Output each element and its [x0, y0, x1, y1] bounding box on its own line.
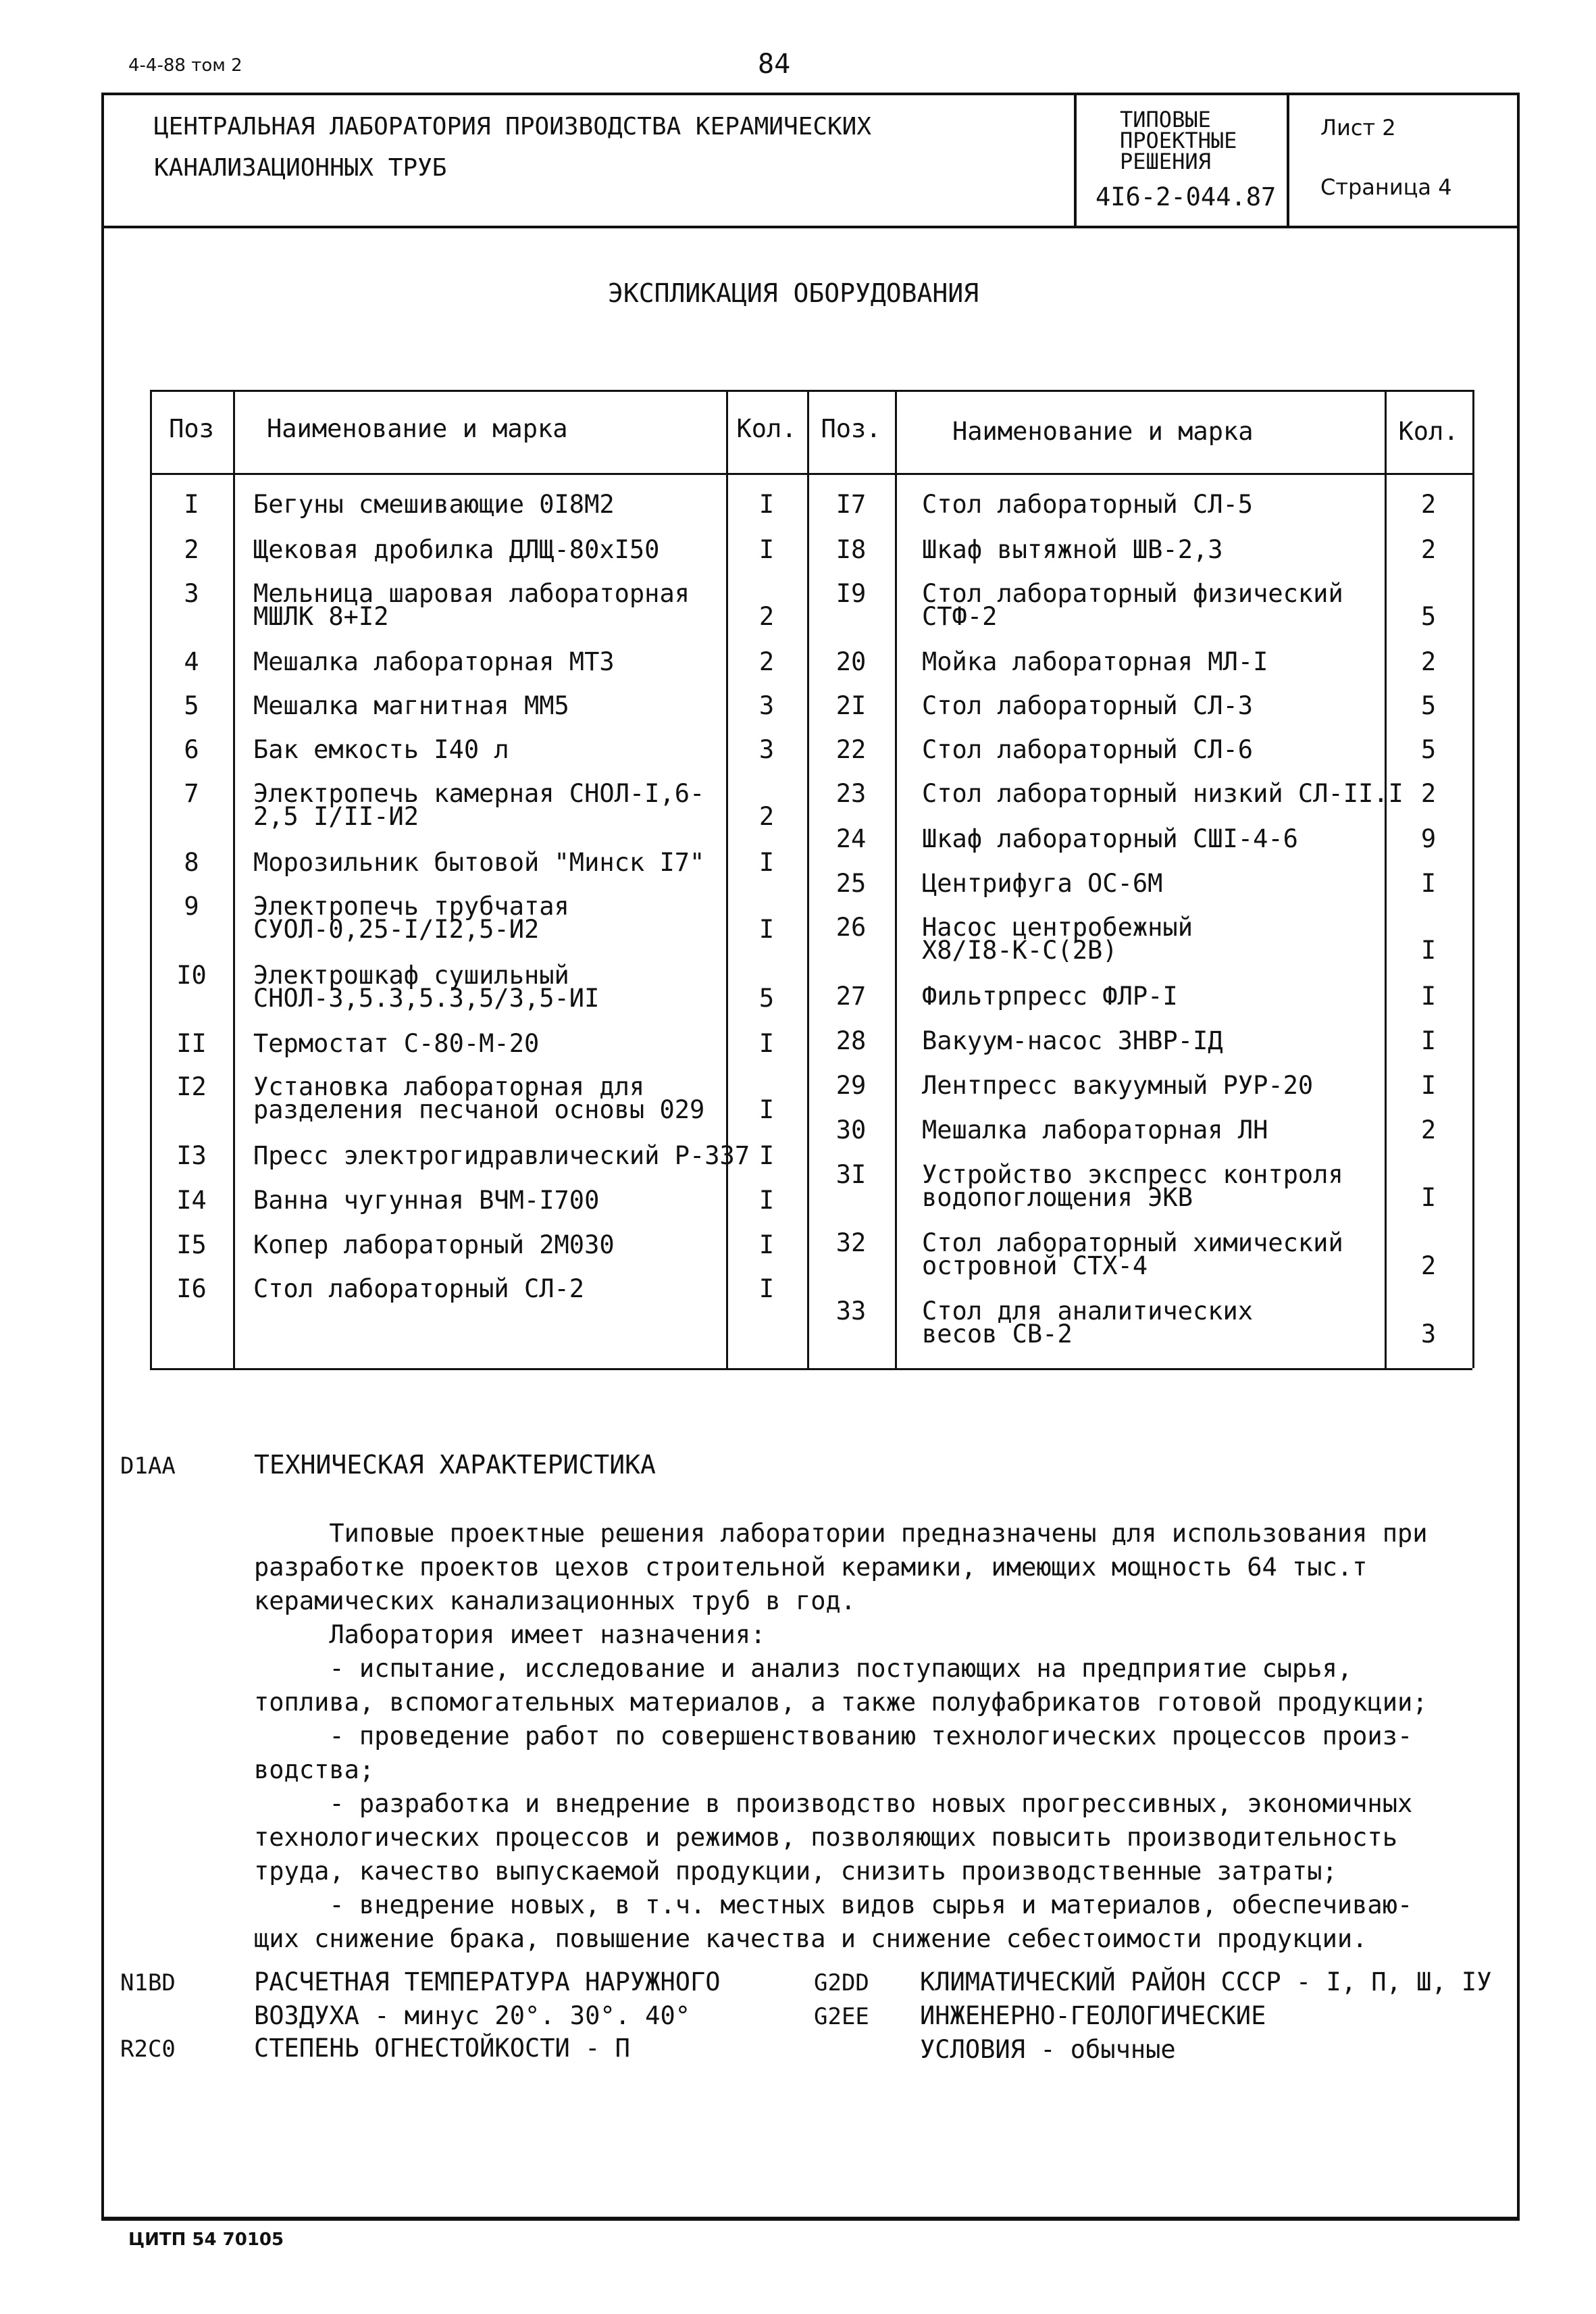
table-row-quantity: 2	[1420, 535, 1437, 564]
table-row-quantity: I	[758, 1186, 775, 1215]
outdoor-temperature-value: ВОЗДУХА - минус 20°. 30°. 40°	[254, 2001, 691, 2030]
table-row-name: Стол лабораторный СЛ-6	[922, 735, 1254, 764]
table-row-quantity: 3	[758, 735, 775, 764]
table-row-name: Мешалка лабораторная МТЗ	[253, 647, 615, 676]
table-row-quantity: 9	[1420, 824, 1437, 853]
table-row-position: 25	[835, 869, 867, 898]
climate-region: КЛИМАТИЧЕСКИЙ РАЙОН СССР - I, П, Ш, IУ	[920, 1967, 1492, 1996]
table-row-position: 22	[835, 735, 867, 764]
table-row-quantity: I	[1420, 1071, 1437, 1100]
table-row-position: 30	[835, 1115, 867, 1145]
table-row-position: I3	[176, 1141, 207, 1170]
table-row-name: Бак емкость I40 л	[253, 735, 509, 764]
tech-paragraph-line: Типовые проектные решения лаборатории предназначены для использования при	[254, 1519, 1428, 1548]
tech-paragraph-line: технологических процессов и режимов, позволяющих повысить производительность	[254, 1823, 1397, 1852]
table-row-quantity: 5	[1420, 602, 1437, 631]
table-row-name: Стол лабораторный СЛ-3	[922, 691, 1254, 720]
table-row-quantity: I	[758, 848, 775, 877]
table-row-name: Насос центробежный Х8/I8-К-С(2В)	[922, 913, 1193, 965]
table-row-name: Стол лабораторный физический СТФ-2	[922, 579, 1343, 631]
geology-value: УСЛОВИЯ - обычные	[920, 2035, 1176, 2064]
table-row-position: 27	[835, 982, 867, 1011]
tech-paragraph-line: труда, качество выпускаемой продукции, снизить производственные затраты;	[254, 1857, 1337, 1886]
table-row-position: II	[176, 1029, 207, 1058]
table-border	[150, 390, 1472, 392]
table-row-name: Копер лабораторный 2М030	[253, 1230, 615, 1259]
table-row-position: 5	[184, 691, 199, 720]
tech-paragraph-line: щих снижение брака, повышение качества и снижение себестоимости продукции.	[254, 1924, 1368, 1953]
table-row-position: I0	[176, 961, 207, 990]
table-column-border	[150, 390, 152, 1368]
table-border	[150, 1368, 1472, 1370]
table-row-position: 2	[184, 535, 199, 564]
tech-paragraph-line: разработке проектов цехов строительной керамики, имеющих мощность 64 тыс.т	[254, 1553, 1368, 1582]
table-row-position: 32	[835, 1228, 867, 1257]
table-row-quantity: I	[1420, 1183, 1437, 1212]
table-row-position: 2I	[835, 691, 867, 720]
table-row-name: Термостат С-80-М-20	[253, 1029, 540, 1058]
fire-resistance: СТЕПЕНЬ ОГНЕСТОЙКОСТИ - П	[254, 2034, 630, 2063]
table-row-position: 28	[835, 1026, 867, 1055]
table-row-position: 6	[184, 735, 199, 764]
table-row-name: Ванна чугунная ВЧМ-I700	[253, 1186, 600, 1215]
tech-paragraph-line: - разработка и внедрение в производство новых прогрессивных, экономичных	[254, 1789, 1413, 1818]
table-row-position: 26	[835, 913, 867, 942]
table-row-quantity: 5	[1420, 691, 1437, 720]
table-column-border	[233, 390, 235, 1368]
table-row-quantity: I	[1420, 1026, 1437, 1055]
column-header: Поз	[169, 414, 214, 443]
column-header: Кол.	[736, 414, 797, 443]
table-row-name: Фильтрпресс ФЛР-I	[922, 982, 1178, 1011]
column-header: Поз.	[821, 414, 881, 443]
page-number: 84	[758, 49, 791, 80]
sheet-label: Лист 2	[1320, 115, 1396, 141]
table-row-quantity: I	[758, 1230, 775, 1259]
table-row-position: I6	[176, 1274, 207, 1303]
table-row-name: Стол для аналитических весов СВ-2	[922, 1297, 1254, 1349]
header-title-line-2: КАНАЛИЗАЦИОННЫХ ТРУБ	[154, 154, 447, 182]
table-row-name: Стол лабораторный низкий СЛ-II.I	[922, 779, 1404, 808]
table-row-name: Вакуум-насос ЗНВР-IД	[922, 1026, 1223, 1055]
table-row-name: Центрифуга ОС-6М	[922, 869, 1163, 898]
doc-type-line: ПРОЕКТНЫЕ	[1120, 128, 1237, 153]
doc-type-line: РЕШЕНИЯ	[1120, 149, 1211, 174]
table-row-quantity: I	[758, 1029, 775, 1058]
section-code: N1BD	[120, 1969, 176, 1996]
doc-type	[1120, 109, 1237, 172]
table-row-position: I8	[835, 535, 867, 564]
column-header: Наименование и марка	[952, 417, 1254, 446]
table-row-position: I5	[176, 1230, 207, 1259]
table-row-position: 29	[835, 1071, 867, 1100]
table-row-name: Шкаф вытяжной ШВ-2,3	[922, 535, 1223, 564]
table-row-quantity: I	[758, 490, 775, 519]
table-row-quantity: I	[758, 1274, 775, 1303]
table-column-border	[726, 390, 728, 1368]
column-header: Кол.	[1398, 417, 1459, 446]
table-row-quantity: I	[1420, 869, 1437, 898]
table-row-quantity: I	[1420, 936, 1437, 965]
table-row-quantity: I	[758, 915, 775, 944]
tech-paragraph-line: - испытание, исследование и анализ поступающих на предприятие сырья,	[254, 1654, 1353, 1683]
header-title-line-1: ЦЕНТРАЛЬНАЯ ЛАБОРАТОРИЯ ПРОИЗВОДСТВА КЕРАМИЧЕСКИХ	[154, 113, 872, 141]
table-row-position: 24	[835, 824, 867, 853]
table-row-quantity: 2	[758, 802, 775, 831]
table-row-name: Стол лабораторный СЛ-5	[922, 490, 1254, 519]
table-row-name: Мельница шаровая лабораторная МШЛК 8+I2	[253, 579, 690, 631]
table-row-position: I9	[835, 579, 867, 608]
page-label: Страница 4	[1320, 174, 1452, 200]
header-divider	[1074, 93, 1077, 227]
table-column-border	[1472, 390, 1474, 1368]
table-row-position: 8	[184, 848, 199, 877]
table-row-name: Установка лабораторная для разделения песчаной основы 029	[253, 1072, 705, 1124]
tech-paragraph-line: - проведение работ по совершенствованию технологических процессов произ-	[254, 1721, 1413, 1751]
section-code: G2DD	[814, 1969, 869, 1996]
section-code: R2C0	[120, 2036, 176, 2063]
tech-paragraph-line: керамических канализационных труб в год.	[254, 1586, 856, 1615]
doc-code: 4I6-2-044.87	[1096, 182, 1277, 211]
table-row-quantity: I	[758, 1095, 775, 1124]
table-row-name: Мойка лабораторная МЛ-I	[922, 647, 1268, 676]
table-row-quantity: 5	[758, 984, 775, 1013]
table-row-quantity: 2	[1420, 647, 1437, 676]
table-row-name: Электропечь трубчатая СУОЛ-0,25-I/I2,5-И2	[253, 892, 569, 944]
table-row-name: Щековая дробилка ДЛЩ-80xI50	[253, 535, 660, 564]
tech-paragraph-line: топлива, вспомогательных материалов, а также полуфабрикатов готовой продукции;	[254, 1688, 1428, 1717]
doc-type-line: ТИПОВЫЕ	[1120, 107, 1211, 132]
table-row-quantity: 3	[758, 691, 775, 720]
table-row-position: I2	[176, 1072, 207, 1101]
tech-paragraph	[254, 1517, 1428, 1956]
table-row-position: 4	[184, 647, 199, 676]
table-row-position: 20	[835, 647, 867, 676]
tech-title: ТЕХНИЧЕСКАЯ ХАРАКТЕРИСТИКА	[254, 1450, 656, 1480]
outdoor-temperature-label: РАСЧЕТНАЯ ТЕМПЕРАТУРА НАРУЖНОГО	[254, 1967, 721, 1996]
table-row-name: Пресс электрогидравлический Р-337	[253, 1141, 750, 1170]
table-row-position: 23	[835, 779, 867, 808]
table-row-position: I	[184, 490, 199, 519]
table-row-name: Морозильник бытовой "Минск I7"	[253, 848, 705, 877]
section-code: D1AA	[120, 1453, 176, 1480]
table-row-position: I7	[835, 490, 867, 519]
document-reference: 4-4-88 том 2	[128, 55, 242, 76]
tech-paragraph-line: Лаборатория имеет назначения:	[254, 1620, 766, 1649]
table-row-quantity: 2	[758, 647, 775, 676]
table-row-position: I4	[176, 1186, 207, 1215]
section-title: ЭКСПЛИКАЦИЯ ОБОРУДОВАНИЯ	[608, 278, 979, 308]
header-divider	[1287, 93, 1289, 227]
table-row-position: 3I	[835, 1160, 867, 1189]
table-row-name: Электропечь камерная СНОЛ-I,6- 2,5 I/II-И2	[253, 779, 705, 831]
table-row-name: Мешалка магнитная ММ5	[253, 691, 569, 720]
table-row-name: Устройство экспресс контроля водопоглощения ЭКВ	[922, 1160, 1343, 1212]
table-row-quantity: I	[758, 535, 775, 564]
table-row-name: Электрошкаф сушильный СНОЛ-3,5.3,5.3,5/3,5-ИI	[253, 961, 600, 1013]
tech-paragraph-line: - внедрение новых, в т.ч. местных видов сырья и материалов, обеспечиваю-	[254, 1890, 1413, 1919]
table-row-position: 3	[184, 579, 199, 608]
table-row-position: 7	[184, 779, 199, 808]
section-code: G2EE	[814, 2003, 869, 2030]
table-column-border	[895, 390, 897, 1368]
frame-top-border	[101, 93, 1520, 95]
footer-stamp: ЦИТП 54 70105	[128, 2230, 284, 2250]
table-row-position: 33	[835, 1297, 867, 1326]
table-row-quantity: 2	[1420, 490, 1437, 519]
header-bottom-border	[101, 226, 1520, 228]
table-row-quantity: 2	[1420, 1251, 1437, 1280]
table-row-name: Лентпресс вакуумный РУР-20	[922, 1071, 1314, 1100]
table-row-quantity: 2	[758, 602, 775, 631]
table-row-name: Шкаф лабораторный СШI-4-6	[922, 824, 1298, 853]
tech-paragraph-line: водства;	[254, 1755, 375, 1784]
column-header: Наименование и марка	[267, 414, 568, 443]
table-row-quantity: 2	[1420, 779, 1437, 808]
table-row-name: Стол лабораторный химический островной СТХ-4	[922, 1228, 1343, 1280]
table-row-name: Мешалка лабораторная ЛН	[922, 1115, 1268, 1145]
table-row-quantity: 5	[1420, 735, 1437, 764]
table-row-name: Стол лабораторный СЛ-2	[253, 1274, 585, 1303]
table-row-quantity: I	[1420, 982, 1437, 1011]
geology-label: ИНЖЕНЕРНО-ГЕОЛОГИЧЕСКИЕ	[920, 2001, 1266, 2030]
table-row-position: 9	[184, 892, 199, 921]
table-row-quantity: 3	[1420, 1319, 1437, 1349]
table-header-border	[150, 473, 1472, 475]
table-row-quantity: 2	[1420, 1115, 1437, 1145]
table-row-name: Бегуны смешивающие 0I8M2	[253, 490, 615, 519]
table-row-quantity: I	[758, 1141, 775, 1170]
